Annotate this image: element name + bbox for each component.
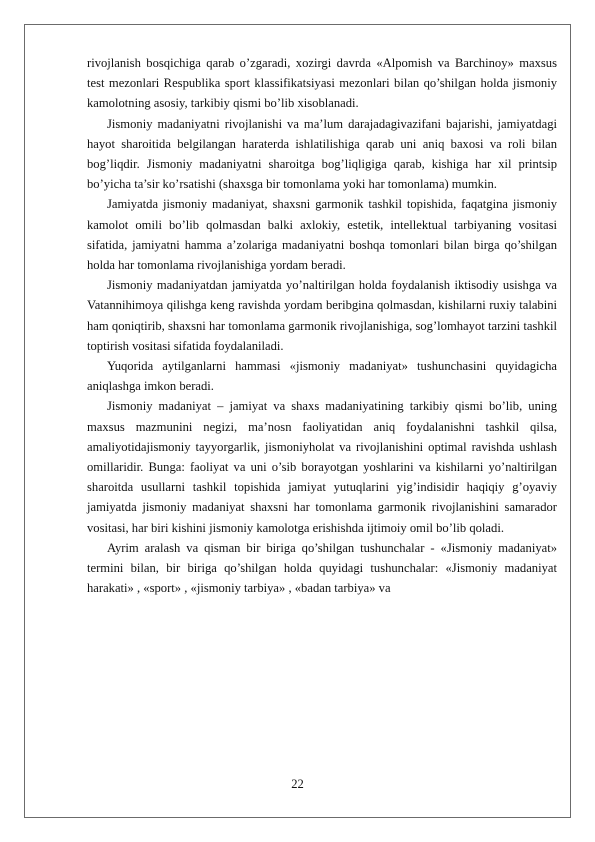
paragraph-1: rivojlanish bosqichiga qarab o’zgaradi, xozirgi davrda «Alpomish va Barchinoy» maxsus test mezonlari Respublika sport klassifikatsiyasi mezonlari bilan qo’shilgan holda jismoniy kamolotning asosiy, tarkibiy qismi bo’lib xisoblanadi. (87, 56, 557, 111)
page-number: 22 (291, 777, 304, 791)
paragraph-4: Jismoniy madaniyatdan jamiyatda yo’naltirilgan holda foydalanish iktisodiy usishga va Vatannihimoya qilishga keng ravishda yordam beribgina qolmasdan, kishilarni ruxiy talabini ham qoniqtirib, shaxsni har tomonlama garmonik rivojlanishiga, sog’lomhayot tarzini tashkil toptirish vositasi sifatida foydalaniladi. (87, 278, 557, 353)
document-body (87, 53, 557, 598)
paragraph-2: Jismoniy madaniyatni rivojlanishi va ma’lum darajadagivazifani bajarishi, jamiyatdagi hayot sharoitida belgilangan haraterda ishlatilishiga qarab uni aniq baxosi va roli bilan bog’liqdir. Jismoniy madaniyatni sharoitga bog’liqligiga qarab, kishiga har xil printsip bo’yicha ta’sir ko’rsatishi (shaxsga bir tomonlama yoki har tomonlama) mumkin. (87, 116, 557, 192)
paragraph-5: Yuqorida aytilganlarni hammasi «jismoniy madaniyat» tushunchasini quyidagicha aniqlashga imkon beradi. (87, 359, 557, 394)
paragraph-3: Jamiyatda jismoniy madaniyat, shaxsni garmonik tashkil topishida, faqatgina jismoniy kamolot omili bo’lib qolmasdan balki axlokiy, estetik, intellektual tarbiyaning vositasi sifatida, jamiyatni hamma a’zolariga madaniyatni boshqa tomonlari bilan birga qo’shilgan holda har tomonlama rivojlanishiga yordam beradi. (87, 197, 557, 273)
paragraph-6: Jismoniy madaniyat – jamiyat va shaxs madaniyatining tarkibiy qismi bo’lib, uning maxsus mazmunini negizi, ma’nosn faoliyatidan aniq foydalanishni tashkil qilsa, amaliyotidajismoniy tayyorgarlik, jismoniyholat va rivojlanishini optimal ravishda ushlash omillaridir. Bunga: faoliyat va uni o’sib borayotgan yoshlarini va kishilarni yo’naltirilgan sharoitda usullarni tashkil topishida jamiyat yutuqlarini yig’indisidir haqiqiy g’oyaviy jamiyatda jismoniy madaniyat shaxsni har tomonlama garmonik rivojlanishini samarador vositasi, har biri kishini jismoniy kamolotga erishishda ijtimoiy omil bo’lib qoladi. (87, 399, 557, 535)
paragraph-7: Ayrim aralash va qisman bir biriga qo’shilgan tushunchalar - «Jismoniy madaniyat» termini bilan, bir biriga qo’shilgan holda quyidagi tushunchalar: «Jismoniy madaniyat harakati» , «sport» , «jismoniy tarbiya» , «badan tarbiya» va (87, 540, 557, 596)
